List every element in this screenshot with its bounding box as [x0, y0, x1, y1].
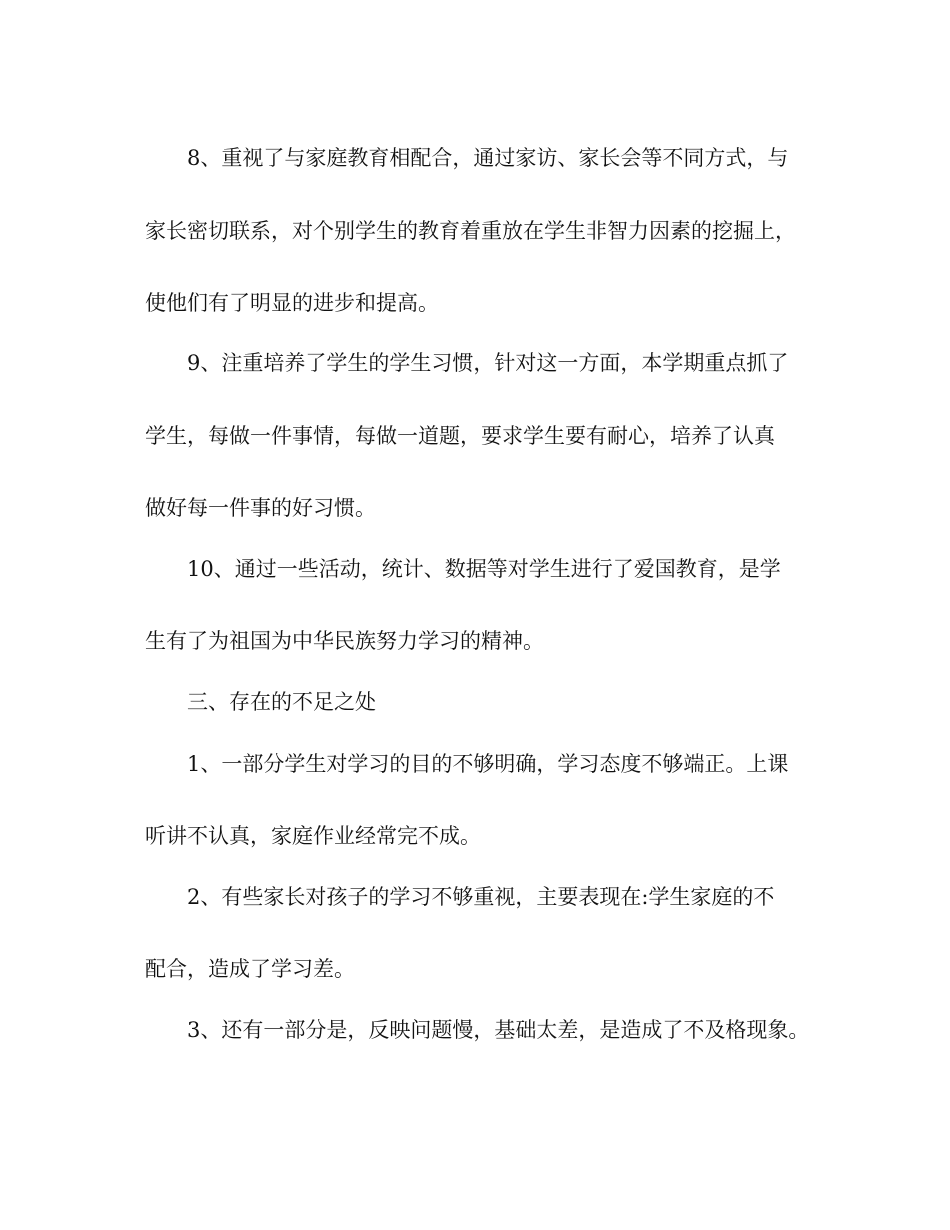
- paragraph-9-line-2: 学生，每做一件事情，每做一道题，要求学生要有耐心，培养了认真: [145, 424, 775, 448]
- issue-1-line-1: 1、一部分学生对学习的目的不够明确，学习态度不够端正。上课: [187, 752, 789, 776]
- issue-3-line-1: 3、还有一部分是，反映问题慢，基础太差，是造成了不及格现象。: [187, 1018, 810, 1042]
- paragraph-10-line-1: 10、通过一些活动，统计、数据等对学生进行了爱国教育，是学: [187, 557, 781, 581]
- issue-1-line-2: 听讲不认真，家庭作业经常完不成。: [145, 824, 481, 848]
- paragraph-9-line-3: 做好每一件事的好习惯。: [145, 496, 376, 520]
- paragraph-9-line-1: 9、注重培养了学生的学生习惯，针对这一方面，本学期重点抓了: [187, 351, 789, 375]
- issue-2-line-2: 配合，造成了学习差。: [145, 957, 355, 981]
- paragraph-8-line-2: 家长密切联系，对个别学生的教育着重放在学生非智力因素的挖掘上，: [145, 219, 796, 243]
- paragraph-10-line-2: 生有了为祖国为中华民族努力学习的精神。: [145, 629, 544, 653]
- paragraph-8-line-1: 8、重视了与家庭教育相配合，通过家访、家长会等不同方式，与: [187, 146, 789, 170]
- paragraph-8-line-3: 使他们有了明显的进步和提高。: [145, 291, 439, 315]
- issue-2-line-1: 2、有些家长对孩子的学习不够重视，主要表现在:学生家庭的不: [187, 885, 775, 909]
- section-heading: 三、存在的不足之处: [187, 690, 376, 714]
